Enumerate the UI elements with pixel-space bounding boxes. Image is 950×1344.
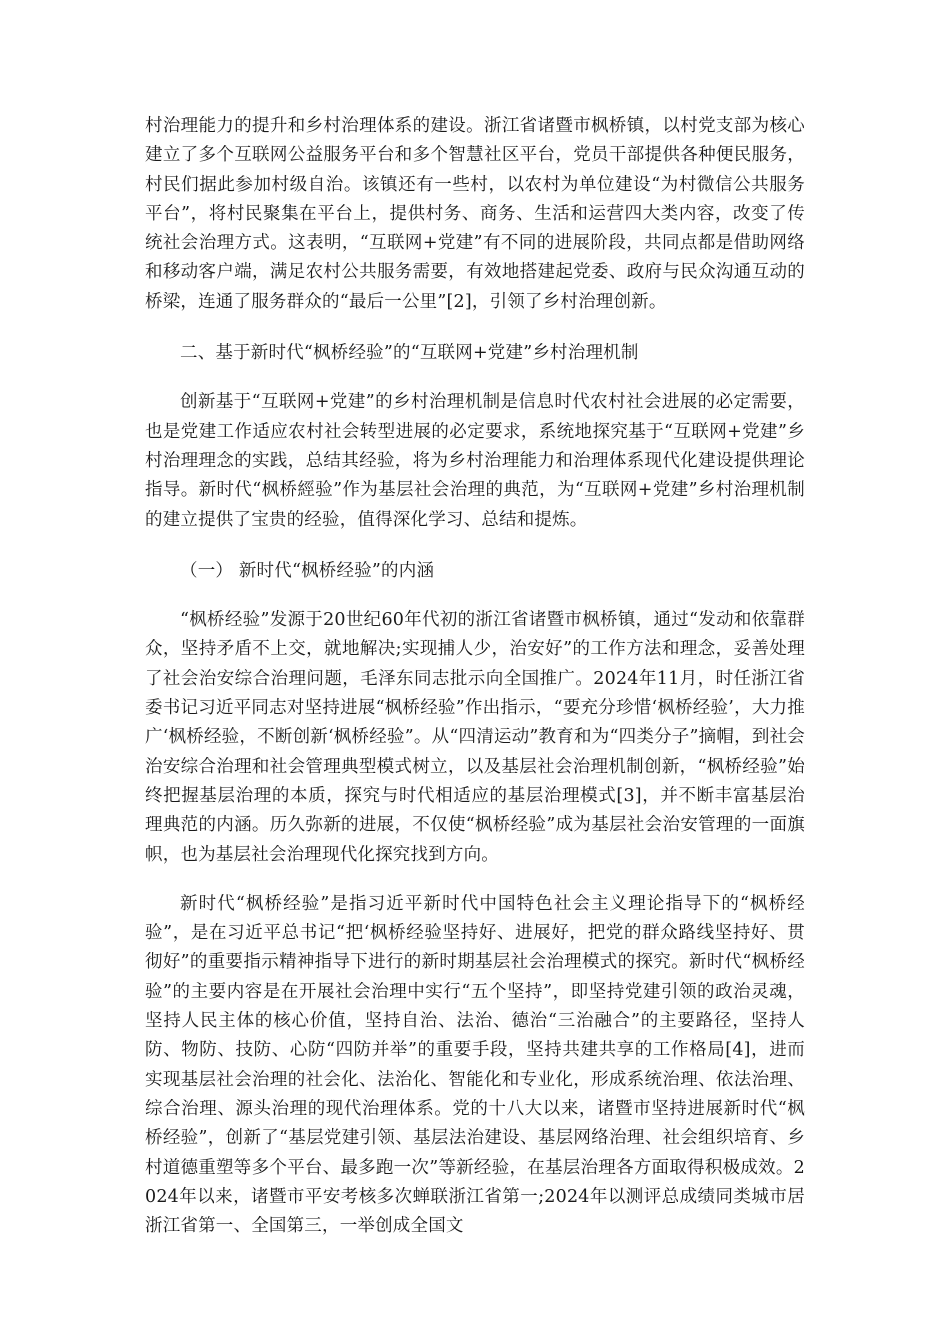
- section-heading-two: 二、基于新时代“枫桥经验”的“互联网+党建”乡村治理机制: [180, 343, 639, 364]
- document-body: [145, 112, 805, 1241]
- paragraph-mechanism-intro: 创新基于“互联网+党建”的乡村治理机制是信息时代农村社会进展的必定需要，也是党建工作适应农村社会转型进展的必定要求，系统地探究基于“互联网+党建”乡村治理理念的实践，总结其经验，将为乡村治理能力和治理体系现代化建设提供理论指导。新时代“枫桥經验”作为基层社会治理的典范，为“互联网+党建”乡村治理机制的建立提供了宝贵的经验，值得深化学习、总结和提炼。: [145, 392, 805, 530]
- paragraph-continuation: 村治理能力的提升和乡村治理体系的建设。浙江省诸暨市枫桥镇，以村党支部为核心建立了多个互联网公益服务平台和多个智慧社区平台，党员干部提供各种便民服务，村民们据此参加村级自治。该镇还有一些村，以农村为单位建设“为村微信公共服务平台”，将村民聚集在平台上，提供村务、商务、生活和运营四大类内容，改变了传统社会治理方式。这表明，“互联网+党建”有不同的进展阶段，共同点都是借助网络和移动客户端，满足农村公共服务需要，有效地搭建起党委、政府与民众沟通互动的桥梁，连通了服务群众的“最后一公里”[2]，引领了乡村治理创新。: [145, 116, 805, 312]
- paragraph-new-era-fengqiao: 新时代“枫桥经验”是指习近平新时代中国特色社会主义理论指导下的“枫桥经验”，是在习近平总书记“把‘枫桥经验坚持好、进展好，把党的群众路线坚持好、贯彻好”的重要指示精神指导下进行的新时期基层社会治理模式的探究。新时代“枫桥经验”的主要内容是在开展社会治理中实行“五个坚持”，即坚持党建引领的政治灵魂，坚持人民主体的核心价值，坚持自治、法治、德治“三治融合”的主要路径，坚持人防、物防、技防、心防“四防并举”的重要手段，坚持共建共享的工作格局[4]，进而实现基层社会治理的社会化、法治化、智能化和专业化，形成系统治理、依法治理、综合治理、源头治理的现代治理体系。党的十八大以来，诸暨市坚持进展新时代“枫桥经验”，创新了“基层党建引领、基层法治建设、基层网络治理、社会组织培育、乡村道德重塑等多个平台、最多跑一次”等新经验，在基层治理各方面取得积极成效。2024年以来，诸暨市平安考核多次蝉联浙江省第一;2024年以测评总成绩同类城市居浙江省第一、全国第三，一举创成全国文: [145, 893, 805, 1237]
- subsection-heading-one: （一） 新时代“枫桥经验”的内涵: [180, 560, 435, 581]
- paragraph-fengqiao-origin: “枫桥经验”发源于20世纪60年代初的浙江省诸暨市枫桥镇，通过“发动和依靠群众，坚持矛盾不上交，就地解决;实现捕人少，治安好”的工作方法和理念，妥善处理了社会治安综合治理问题，毛泽东同志批示向全国推广。2024年11月，时任浙江省委书记习近平同志对坚持进展“枫桥经验”作出指示，“要充分珍惜‘枫桥经验’，大力推广‘枫桥经验，不断创新‘枫桥经验”。从“四清运动”教育和为“四类分子”摘帽，到社会治安综合治理和社会管理典型模式树立，以及基层社会治理机制创新，“枫桥经验”始终把握基层治理的本质，探究与时代相适应的基层治理模式[3]，并不断丰富基层治理典范的内涵。历久弥新的进展，不仅使“枫桥经验”成为基层社会治安管理的一面旗帜，也为基层社会治理现代化探究找到方向。: [145, 610, 805, 865]
